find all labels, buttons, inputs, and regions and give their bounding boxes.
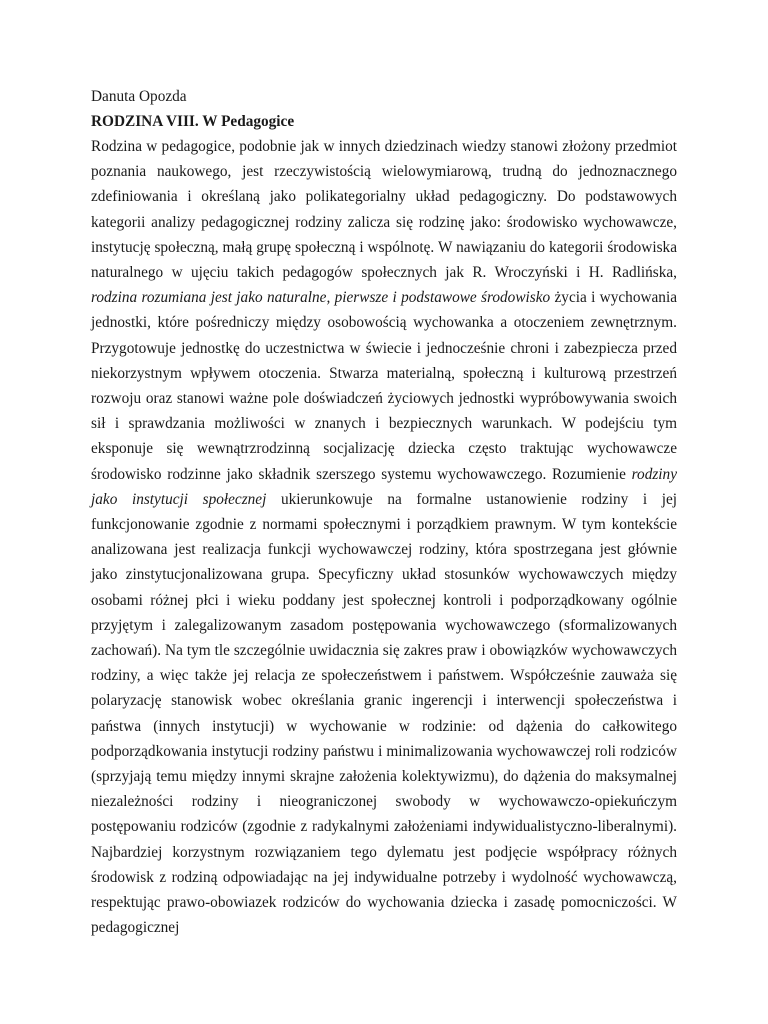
document-title: RODZINA VIII. W Pedagogice xyxy=(91,113,295,130)
document-content xyxy=(91,84,677,941)
paragraph-segment-italic: rodziny jako instytucji społecznej xyxy=(91,465,677,508)
body-paragraph xyxy=(91,134,677,941)
paragraph-segment: życia i wychowania jednostki, które pośredniczy między osobowością wychowanka a otoczeniem zewnętrznym. Przygotowuje jednostkę do uczestnictwa w świecie i jednocześnie chroni i zabezpiecza przed niekorzystnym wpływem otoczenia. Stwarza materialną, społeczną i kulturową przestrzeń rozwoju oraz stanowi ważne pole doświadczeń życiowych jednostki wypróbowywania swoich sił i sprawdzania możliwości w znanych i bezpiecznych warunkach. W podejściu tym eksponuje się wewnątrzrodzinną socjalizację dziecka często traktując wychowawcze środowisko rodzinne jako składnik szerszego systemu wychowawczego. Rozumienie xyxy=(91,289,677,483)
paragraph-segment: Rodzina w pedagogice, podobnie jak w innych dziedzinach wiedzy stanowi złożony przedmiot poznania naukowego, jest rzeczywistością wielowymiarową, trudną do jednoznacznego zdefiniowania i określaną jako polikategorialny układ pedagogiczny. Do podstawowych kategorii analizy pedagogicznej rodziny zalicza się rodzinę jako: środowisko wychowawcze, instytucję społeczną, małą grupę społeczną i wspólnotę. W nawiązaniu do kategorii środowiska naturalnego w ujęciu takich pedagogów społecznych jak R. Wroczyński i H. Radlińska, xyxy=(91,138,677,282)
paragraph-segment: ukierunkowuje na formalne ustanowienie rodziny i jej funkcjonowanie zgodnie z normami społecznymi i porządkiem prawnym. W tym kontekście analizowana jest realizacja funkcji wychowawczej rodziny, która spostrzegana jest głównie jako zinstytucjonalizowana grupa. Specyficzny układ stosunków wychowawczych między osobami różnej płci i wieku poddany jest społecznej kontroli i podporządkowany ogólnie przyjętym i zalegalizowanym zasadom postępowania wychowawczego (sformalizowanych zachowań). Na tym tle szczególnie uwidacznia się zakres praw i obowiązków wychowawczych rodziny, a więc także jej relacja ze społeczeństwem i państwem. Współcześnie zauważa się polaryzację stanowisk wobec określania granic ingerencji i interwencji społeczeństwa i państwa (innych instytucji) w wychowanie w rodzinie: od dążenia do całkowitego podporządkowania instytucji rodziny państwu i minimalizowania wychowawczej roli rodziców (sprzyjają temu między innymi skrajne założenia kolektywizmu), do dążenia do maksymalnej niezależności rodziny i nieograniczonej swobody w wychowawczo-opiekuńczym postępowaniu rodziców (zgodnie z radykalnymi założeniami indywidualistyczno-liberalnymi). Najbardziej korzystnym rozwiązaniem tego dylematu jest podjęcie współpracy różnych środowisk z rodziną odpowiadając na jej indywidualne potrzeby i wydolność wychowawczą, respektując prawo-obowiazek rodziców do wychowania dziecka i zasadę pomocniczości. W pedagogicznej xyxy=(91,490,677,937)
author-name: Danuta Opozda xyxy=(91,88,187,105)
paragraph-segment-italic: rodzina rozumiana jest jako naturalne, pierwsze i podstawowe środowisko xyxy=(91,289,551,307)
